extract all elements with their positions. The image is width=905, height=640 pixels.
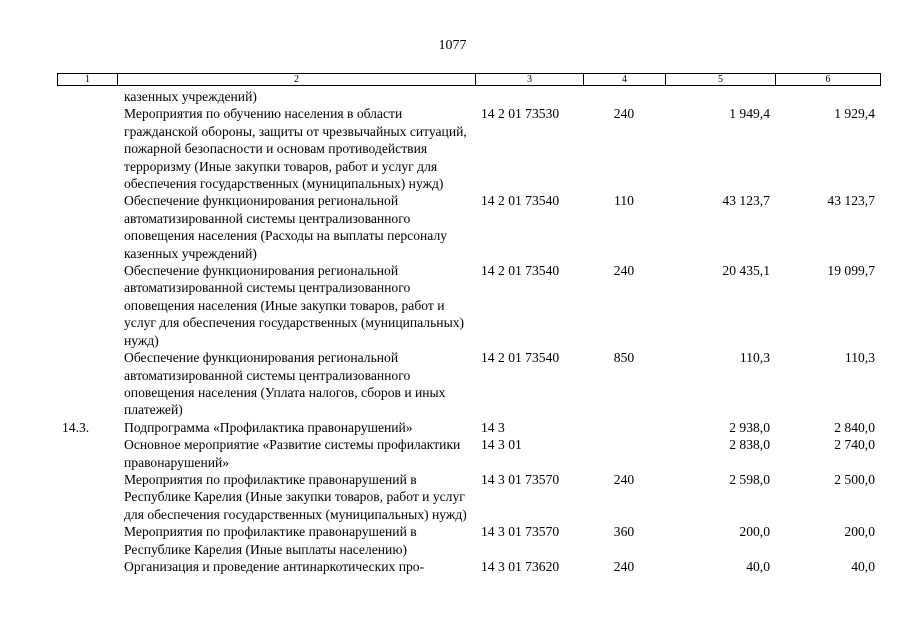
amount-year2-cell: 2 500,0 [834, 471, 875, 487]
target-code-cell: 14 2 01 73540 [481, 350, 560, 366]
amount-year1-cell: 1 949,4 [729, 106, 770, 122]
table-row [57, 436, 880, 471]
column-numbers-row [58, 74, 881, 86]
item-name-cell: казенных учреждений) [124, 89, 257, 104]
table-row [57, 105, 880, 192]
col-header-5: 5 [666, 74, 776, 86]
amount-year2-cell: 43 123,7 [827, 193, 875, 209]
target-code-cell: 14 3 [481, 419, 505, 435]
expense-type-cell [583, 436, 665, 471]
amount-year1-cell [665, 88, 775, 105]
expense-type-cell: 360 [613, 524, 635, 540]
amount-year1-cell: 200,0 [739, 524, 770, 540]
row-number-cell [57, 105, 117, 192]
expense-type-cell: 240 [613, 471, 635, 487]
row-number-cell [57, 88, 117, 105]
expense-type-cell [583, 419, 665, 436]
item-name-cell: Организация и проведение антинаркотических про- [124, 558, 425, 574]
item-name-cell: Мероприятия по профилактике правонарушений в Республике Карелия (Иные закупки товаров, работ и услуг для обеспечения государственных (муниципальных) нужд) [124, 471, 467, 522]
amount-year2-cell [775, 88, 880, 105]
col-header-6: 6 [776, 74, 881, 86]
budget-table [57, 88, 880, 575]
target-code-cell [475, 88, 583, 105]
table-row [57, 349, 880, 419]
expense-type-cell: 240 [613, 558, 635, 574]
amount-year1-cell: 2 938,0 [729, 419, 770, 435]
item-name-cell: Мероприятия по профилактике правонарушений в Республике Карелия (Иные выплаты населению) [124, 524, 417, 557]
amount-year1-cell: 110,3 [739, 350, 770, 366]
amount-year1-cell: 40,0 [746, 558, 770, 574]
row-number-cell [57, 558, 117, 575]
row-number-cell [57, 349, 117, 419]
item-name-cell: Основное мероприятие «Развитие системы профилактики правонарушений» [124, 437, 461, 470]
target-code-cell: 14 2 01 73530 [481, 106, 560, 122]
item-name-cell: Мероприятия по обучению населения в области гражданской обороны, защиты от чрезвычайных ситуаций, пожарной безопасности и основам противодействия терроризму (Иные закупки товаров, работ и услуг для обеспечения государственных (муниципальных) нужд) [124, 106, 467, 192]
row-number-cell [57, 436, 117, 471]
target-code-cell: 14 2 01 73540 [481, 263, 560, 279]
expense-type-cell: 240 [613, 263, 635, 279]
col-header-1: 1 [58, 74, 118, 86]
table-row [57, 523, 880, 558]
expense-type-cell: 850 [613, 350, 635, 366]
amount-year2-cell: 110,3 [844, 350, 875, 366]
table-row [57, 419, 880, 436]
amount-year2-cell: 40,0 [851, 558, 875, 574]
page-number: 1077 [438, 38, 467, 53]
item-name-cell: Обеспечение функционирования региональной автоматизированной системы централизованного оповещения населения (Уплата налогов, сборов и иных платежей) [124, 350, 446, 418]
amount-year1-cell: 20 435,1 [722, 263, 770, 279]
row-number-cell [57, 523, 117, 558]
row-number-cell [57, 471, 117, 523]
amount-year2-cell: 1 929,4 [834, 106, 875, 122]
amount-year2-cell: 2 740,0 [834, 437, 875, 453]
table-row [57, 88, 880, 105]
table-row [57, 471, 880, 523]
target-code-cell: 14 2 01 73540 [481, 193, 560, 209]
table-row [57, 262, 880, 349]
amount-year2-cell: 2 840,0 [834, 419, 875, 435]
target-code-cell: 14 3 01 [481, 437, 522, 453]
expense-type-cell: 240 [613, 106, 635, 122]
target-code-cell: 14 3 01 73570 [481, 471, 560, 487]
amount-year2-cell: 200,0 [844, 524, 875, 540]
column-header-table [57, 73, 881, 86]
col-header-2: 2 [118, 74, 476, 86]
expense-type-cell: 110 [614, 193, 634, 209]
target-code-cell: 14 3 01 73620 [481, 558, 560, 574]
amount-year2-cell: 19 099,7 [827, 263, 875, 279]
col-header-4: 4 [584, 74, 666, 86]
item-name-cell: Подпрограмма «Профилактика правонарушений» [124, 419, 413, 435]
col-header-3: 3 [476, 74, 584, 86]
row-number-cell [57, 192, 117, 262]
item-name-cell: Обеспечение функционирования региональной автоматизированной системы централизованного оповещения населения (Иные закупки товаров, работ и услуг для обеспечения государственных (муниципальных) нужд) [124, 263, 465, 348]
table-row [57, 558, 880, 575]
target-code-cell: 14 3 01 73570 [481, 524, 560, 540]
row-number-cell [57, 262, 117, 349]
item-name-cell: Обеспечение функционирования региональной автоматизированной системы централизованного оповещения населения (Расходы на выплаты персоналу казенных учреждений) [124, 193, 448, 261]
table-row [57, 192, 880, 262]
expense-type-cell [583, 88, 665, 105]
amount-year1-cell: 2 598,0 [729, 471, 770, 487]
row-number-cell: 14.3. [62, 419, 90, 435]
amount-year1-cell: 43 123,7 [722, 193, 770, 209]
amount-year1-cell: 2 838,0 [729, 437, 770, 453]
